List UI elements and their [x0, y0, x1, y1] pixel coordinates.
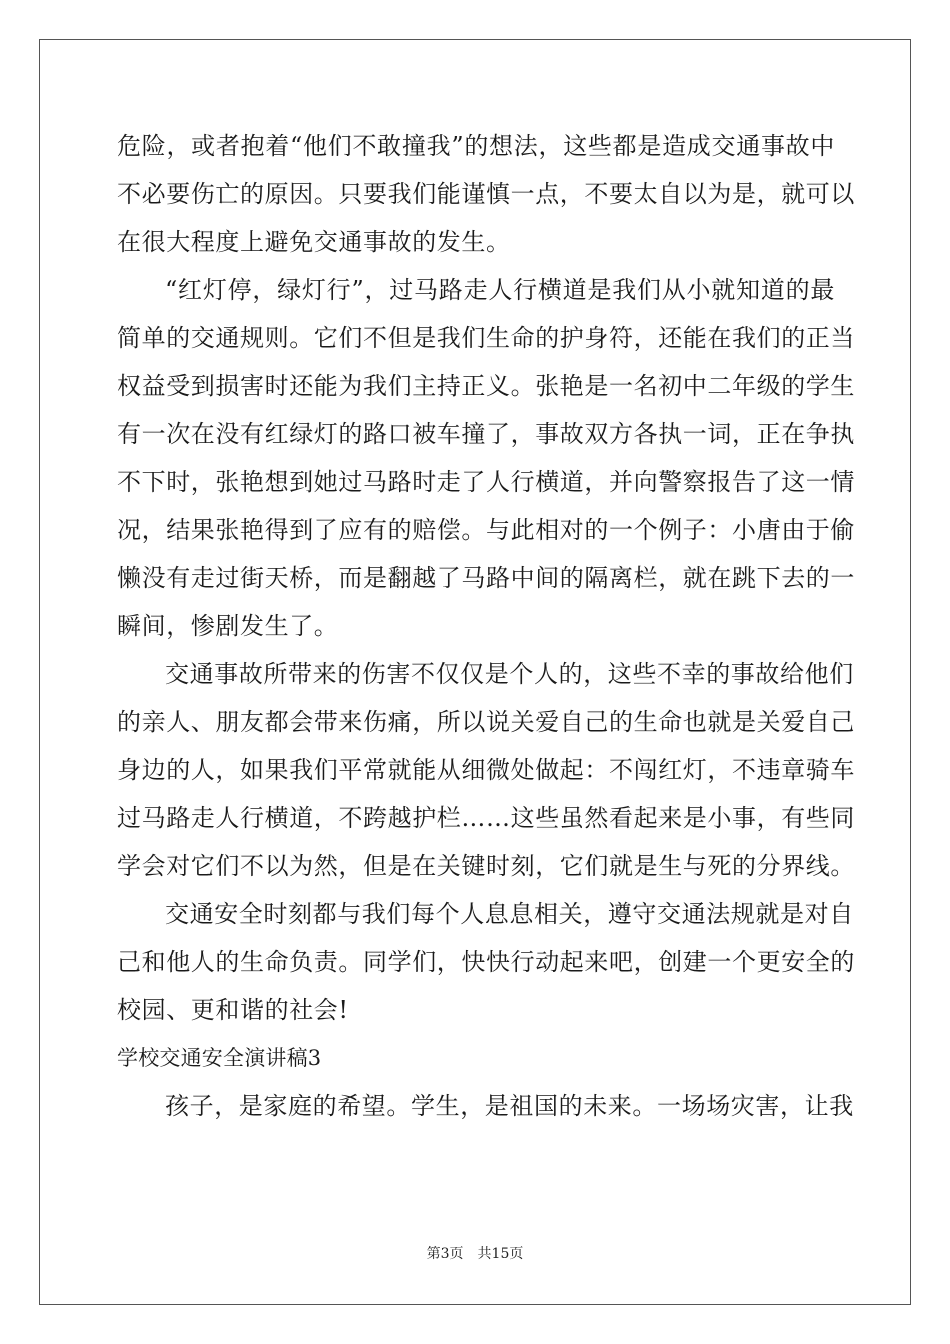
paragraph-1: [117, 122, 855, 266]
page-number: 第3页: [426, 1246, 464, 1262]
text-line: 懒没有走过街天桥，而是翻越了马路中间的隔离栏，就在跳下去的一: [117, 564, 855, 592]
page-total: 共15页: [477, 1246, 524, 1262]
text-line: 校园、更和谐的社会!: [117, 996, 349, 1024]
text-line: 不必要伤亡的原因。只要我们能谨慎一点，不要太自以为是，就可以: [117, 180, 855, 208]
text-line: 有一次在没有红绿灯的路口被车撞了，事故双方各执一词，正在争执: [117, 420, 855, 448]
text-line: 在很大程度上避免交通事故的发生。: [117, 228, 511, 256]
text-line: 孩子，是家庭的希望。学生，是祖国的未来。一场场灾害，让我: [165, 1092, 854, 1120]
text-line: 瞬间，惨剧发生了。: [117, 612, 339, 640]
text-line: 学会对它们不以为然，但是在关键时刻，它们就是生与死的分界线。: [117, 852, 855, 880]
text-line: 的亲人、朋友都会带来伤痛，所以说关爱自己的生命也就是关爱自己: [117, 708, 855, 736]
text-line: 交通事故所带来的伤害不仅仅是个人的，这些不幸的事故给他们: [165, 660, 854, 688]
paragraph-4: [117, 890, 855, 1034]
text-line: 过马路走人行横道，不跨越护栏……这些虽然看起来是小事，有些同: [117, 804, 855, 832]
paragraph-2: [117, 266, 855, 650]
text-line: 身边的人，如果我们平常就能从细微处做起：不闯红灯，不违章骑车: [117, 756, 855, 784]
text-line: 简单的交通规则。它们不但是我们生命的护身符，还能在我们的正当: [117, 324, 855, 352]
text-line: 不下时，张艳想到她过马路时走了人行横道，并向警察报告了这一情: [117, 468, 855, 496]
text-line: 权益受到损害时还能为我们主持正义。张艳是一名初中二年级的学生: [117, 372, 855, 400]
text-line: “红灯停，绿灯行”，过马路走人行横道是我们从小就知道的最: [165, 276, 835, 304]
text-line: 危险，或者抱着“他们不敢撞我”的想法，这些都是造成交通事故中: [117, 132, 835, 160]
text-line: 况，结果张艳得到了应有的赔偿。与此相对的一个例子：小唐由于偷: [117, 516, 855, 544]
text-line: 交通安全时刻都与我们每个人息息相关，遵守交通法规就是对自: [165, 900, 854, 928]
section-heading: 学校交通安全演讲稿3: [117, 1046, 322, 1070]
paragraph-5: [117, 1082, 854, 1130]
document-body: [117, 122, 855, 1130]
text-line: 己和他人的生命负责。同学们，快快行动起来吧，创建一个更安全的: [117, 948, 855, 976]
page-footer: [0, 1243, 950, 1263]
paragraph-3: [117, 650, 855, 890]
